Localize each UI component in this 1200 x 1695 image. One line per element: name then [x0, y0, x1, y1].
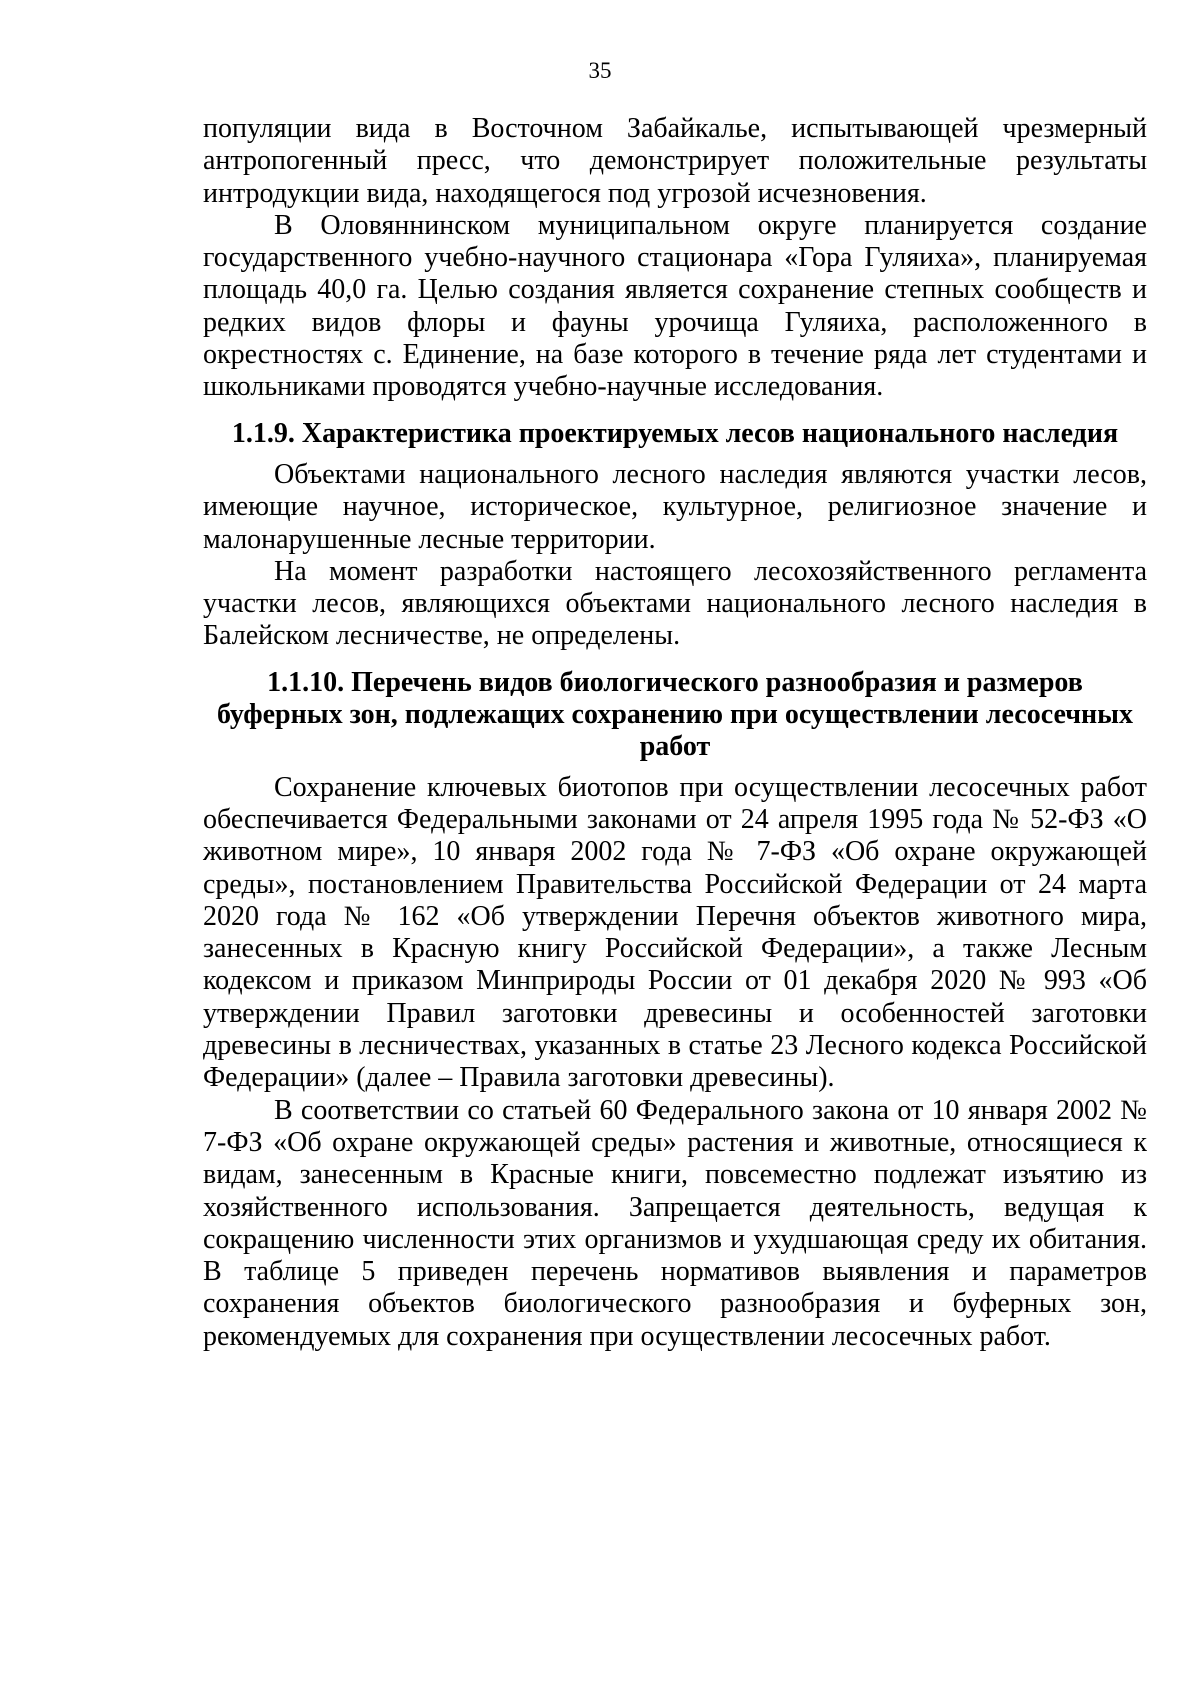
paragraph-heritage-not-defined: На момент разработки настоящего лесохозяйственного регламента участки лесов, являющихся объектами национального лесного наследия в Балейском лесничестве, не определены.: [203, 555, 1147, 652]
paragraph-olovyanninsky: В Оловяннинском муниципальном округе планируется создание государственного учебно-научного стационара «Гора Гуляиха», планируемая площадь 40,0 га. Целью создания является сохранение степных сообществ и редких видов флоры и фауны урочища Гуляиха, расположенного в окрестностях с. Единение, на базе которого в течение ряда лет студентами и школьниками проводятся учебно-научные исследования.: [203, 209, 1147, 403]
page-number: 35: [588, 58, 612, 83]
paragraph-article-60: В соответствии со статьей 60 Федерального закона от 10 января 2002 № 7-ФЗ «Об охране окружающей среды» растения и животные, относящиеся к видам, занесенным в Красные книги, повсеместно подлежат изъятию из хозяйственного использования. Запрещается деятельность, ведущая к сокращению численности этих организмов и ухудшающая среду их обитания. В таблице 5 приведен перечень нормативов выявления и параметров сохранения объектов биологического разнообразия и буферных зон, рекомендуемых для сохранения при осуществлении лесосечных работ.: [203, 1094, 1147, 1352]
paragraph-heritage-objects: Объектами национального лесного наследия являются участки лесов, имеющие научное, историческое, культурное, религиозное значение и малонарушенные лесные территории.: [203, 458, 1147, 555]
section-heading-1-1-10: 1.1.10. Перечень видов биологического разнообразия и размеров буферных зон, подлежащих сохранению при осуществлении лесосечных работ: [216, 666, 1133, 763]
paragraph-biotope-preservation: Сохранение ключевых биотопов при осуществлении лесосечных работ обеспечивается Федеральными законами от 24 апреля 1995 года № 52-ФЗ «О животном мире», 10 января 2002 года № 7-ФЗ «Об охране окружающей среды», постановлением Правительства Российской Федерации от 24 марта 2020 года № 162 «Об утверждении Перечня объектов животного мира, занесенных в Красную книгу Российской Федерации», а также Лесным кодексом и приказом Минприроды России от 01 декабря 2020 № 993 «Об утверждении Правил заготовки древесины и особенностей заготовки древесины в лесничествах, указанных в статье 23 Лесного кодекса Российской Федерации» (далее – Правила заготовки древесины).: [203, 771, 1147, 1094]
document-body: [203, 113, 1147, 1353]
paragraph-continuation: популяции вида в Восточном Забайкалье, испытывающей чрезмерный антропогенный пресс, что демонстрирует положительные результаты интродукции вида, находящегося под угрозой исчезновения.: [203, 113, 1147, 209]
section-heading-1-1-9: 1.1.9. Характеристика проектируемых лесов национального наследия: [231, 417, 1119, 449]
